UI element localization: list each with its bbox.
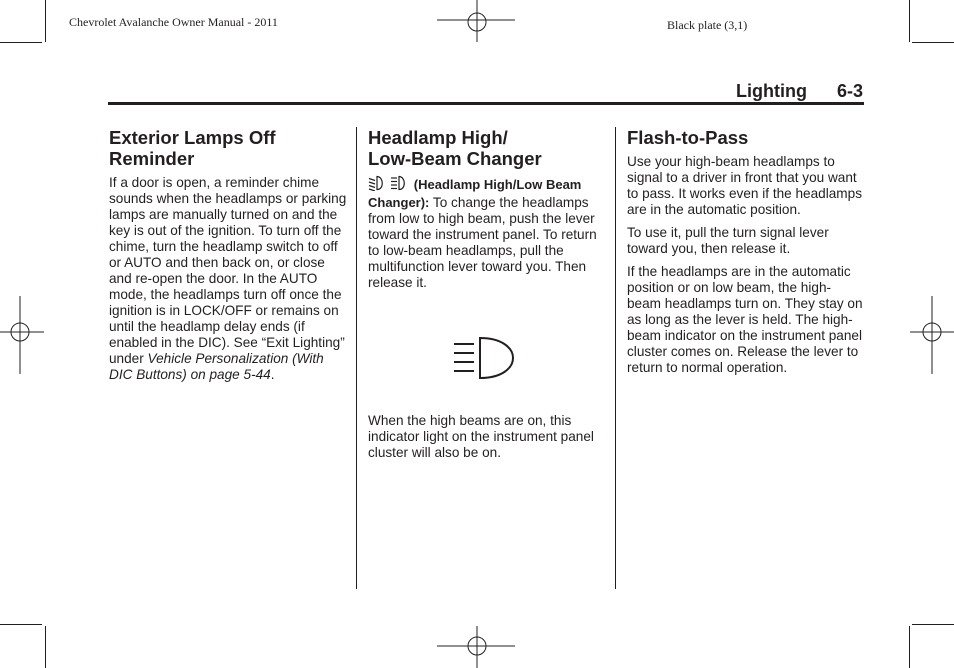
beam-symbols <box>368 175 408 195</box>
page-number: 6-3 <box>836 81 863 101</box>
high-beam-icon <box>390 175 408 191</box>
header-rule <box>108 102 864 105</box>
term-label: (Headlamp High/Low Beam Changer): <box>368 177 582 210</box>
section-name: Lighting <box>736 81 807 101</box>
crop-mark <box>0 42 42 43</box>
paragraph: When the high beams are on, this indicator light on the instrument panel cluster will also be on. <box>368 413 594 460</box>
column-divider <box>615 127 616 589</box>
crop-mark <box>912 624 954 625</box>
paragraph <box>109 175 347 383</box>
column-divider <box>356 127 357 589</box>
crop-mark <box>909 626 910 668</box>
heading-headlamp-high-low-beam-changer <box>368 127 606 169</box>
plate-label: Black plate (3,1) <box>667 18 748 32</box>
registration-mark-icon <box>0 296 46 376</box>
crop-mark <box>909 0 910 42</box>
body-text: To change the headlamps from low to high beam, push the lever toward the instrument panel. To return to low-beam headlamps, pull the multifunction lever toward you. Then release it. <box>368 195 597 290</box>
body-text: If a door is open, a reminder chime sounds when the headlamps or parking lamps are manually turned on and the key is out of the ignition. To turn off the chime, turn the headlamp switch to off or AUTO and then back on, or close and re-open the door. In the AUTO mode, the headlamps turn off once the ignition is in LOCK/OFF or remains on until the headlamp delay ends (if enabled in the DIC). See “Exit Lighting” under <box>109 175 347 366</box>
heading-exterior-lamps-off-reminder: Exterior Lamps Off Reminder <box>109 127 276 169</box>
paragraph: If the headlamps are in the automatic position or on low beam, the high-beam headlamps turn on. They stay on as long as the lever is held. The high-beam indicator on the instrument panel cluster comes on. Release the lever to return to normal operation. <box>627 264 863 375</box>
manual-title: Chevrolet Avalanche Owner Manual - 2011 <box>69 15 278 29</box>
column-flash-to-pass <box>627 127 865 383</box>
body-text: . <box>270 367 275 382</box>
crop-mark <box>0 624 42 625</box>
registration-mark-icon <box>437 624 517 668</box>
crop-mark <box>912 42 954 43</box>
registration-mark-icon <box>437 0 517 44</box>
paragraph: Use your high-beam headlamps to signal to a driver in front that you want to pass. It works even if the headlamps are in the automatic position. <box>627 154 862 217</box>
high-beam-indicator-icon <box>452 335 520 381</box>
column-exterior-lamps <box>109 127 347 390</box>
low-beam-icon <box>368 175 386 191</box>
heading-line: Low-Beam Changer <box>368 148 542 169</box>
heading-line: Headlamp High/ <box>368 127 508 148</box>
column-headlamp-changer <box>368 127 606 468</box>
crop-mark <box>45 626 46 668</box>
running-header <box>736 81 863 102</box>
registration-mark-icon <box>908 296 954 376</box>
cross-reference: Vehicle Personalization (With DIC Buttons) on page 5-44 <box>109 351 324 382</box>
paragraph <box>368 175 606 291</box>
paragraph: To use it, pull the turn signal lever toward you, then release it. <box>627 225 829 256</box>
crop-mark <box>45 0 46 42</box>
heading-flash-to-pass: Flash-to-Pass <box>627 127 749 148</box>
